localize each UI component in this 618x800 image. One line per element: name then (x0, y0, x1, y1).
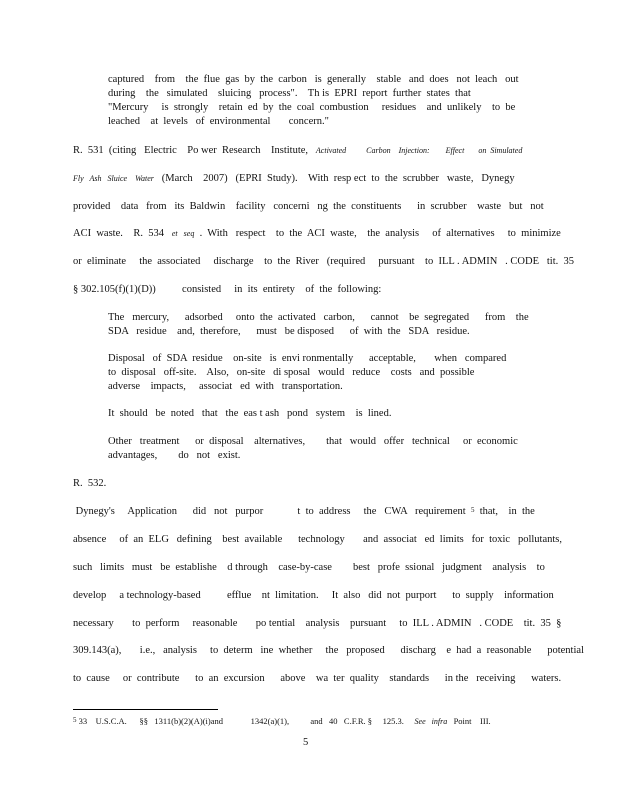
body-line: provided data from its Baldwin facility concerni ng the constituents in scrubber waste but not (73, 201, 544, 212)
body-line: to cause or contribute to an excursion above wa ter quality standards in the receiving waters. (73, 673, 562, 684)
cited-title: Activated Carbon Injection: Effect on Simulated (315, 146, 523, 155)
body-line: absence of an ELG defining best available technology and associat ed limits for toxic pollutants, (73, 534, 563, 545)
quote-line: leached at levels of environmental concern." (108, 116, 329, 127)
citation-signal: See infra (414, 717, 448, 726)
footnote-marker: 5 (73, 716, 77, 724)
body-line: ACI waste. R. 534 et seq . With respect to the ACI waste, the analysis of alternatives to minimize (73, 228, 561, 239)
quote-line: Other treatment or disposal alternatives, that would offer technical or economic (108, 436, 518, 447)
body-line: develop a technology-based efflue nt limitation. It also did not purport to supply information (73, 590, 554, 601)
quote-line: SDA residue and, therefore, must be disposed of with the SDA residue. (108, 326, 470, 337)
footnote-ref: 5 (470, 506, 475, 514)
body-line: necessary to perform reasonable po tential analysis pursuant to ILL . ADMIN . CODE tit. 35 § (73, 618, 562, 629)
quote-line: "Mercury is strongly retain ed by the coal combustion residues and unlikely to be (108, 102, 516, 113)
body-line: or eliminate the associated discharge to the River (required pursuant to ILL . ADMIN . CODE tit. 35 (73, 256, 574, 267)
quote-line: Disposal of SDA residue on-site is envi ronmentally acceptable, when compared (108, 353, 507, 364)
page-number: 5 (303, 737, 309, 748)
quote-line: captured from the flue gas by the carbon is generally stable and does not leach out (108, 74, 519, 85)
quote-line: to disposal off-site. Also, on-site di sposal would reduce costs and possible (108, 367, 475, 378)
body-line: Fly Ash Sluice Water (March 2007) (EPRI Study). With resp ect to the scrubber waste, Dynegy (73, 173, 515, 184)
record-citation: R. 532. (73, 478, 107, 489)
quote-line: adverse impacts, associat ed with transportation. (108, 381, 343, 392)
footnote-divider (73, 709, 218, 710)
body-line: R. 531 (citing Electric Po wer Research Institute, Activated Carbon Injection: Effect on Simulated (73, 145, 523, 156)
quote-line: The mercury, adsorbed onto the activated carbon, cannot be segregated from the (108, 312, 529, 323)
citation-signal: et seq (171, 229, 195, 238)
body-line: such limits must be establishe d through case-by-case best profe ssional judgment analysis to (73, 562, 545, 573)
body-line: Dynegy's Application did not purpor t to address the CWA requirement $^5$ that, in the (73, 506, 535, 517)
cited-title: Fly Ash Sluice Water (73, 174, 154, 183)
body-line: § 302.105(f)(1)(D)) consisted in its entirety of the following: (73, 284, 382, 295)
quote-line: It should be noted that the eas t ash pond system is lined. (108, 408, 392, 419)
footnote: $^5$ 33 U.S.C.A. §§ 1311(b)(2)(A)(i)and 1342(a)(1), and 40 C.F.R. § 125.3. See infra Point III. (73, 716, 491, 726)
quote-line: advantages, do not exist. (108, 450, 241, 461)
quote-line: during the simulated sluicing process". Th is EPRI report further states that (108, 88, 471, 99)
body-line: 309.143(a), i.e., analysis to determ ine whether the proposed discharg e had a reasonable potential (73, 645, 584, 656)
